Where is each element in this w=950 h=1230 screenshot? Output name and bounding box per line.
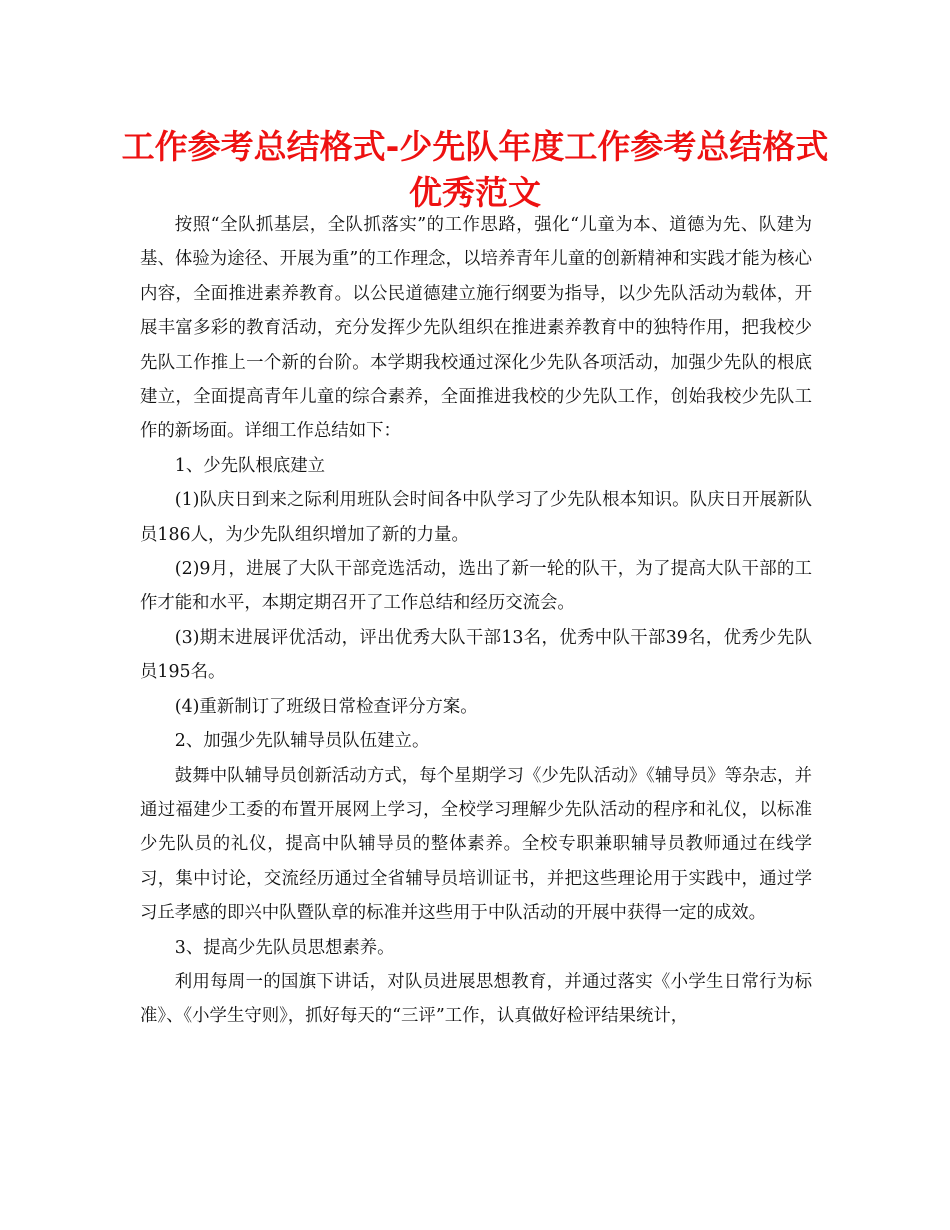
paragraph-ideology: 利用每周一的国旗下讲话，对队员进展思想教育，并通过落实《小学生日常行为标准》、《小学生守则》，抓好每天的“三评”工作，认真做好检评结果统计， <box>140 971 812 1027</box>
paragraph-item-3: (3)期末进展评优活动，评出优秀大队干部13名，优秀中队干部39名，优秀少先队员195名。 <box>140 627 812 683</box>
section-heading-3: 3、提高少先队员思想素养。 <box>174 937 395 958</box>
paragraph-item-4: (4)重新制订了班级日常检查评分方案。 <box>174 696 478 717</box>
document-title-line-2: 优秀范文 <box>409 173 541 212</box>
paragraph-item-1: (1)队庆日到来之际利用班队会时间各中队学习了少先队根本知识。队庆日开展新队员186人，为少先队组织增加了新的力量。 <box>140 490 812 545</box>
section-heading-1: 1、少先队根底建立 <box>174 455 325 476</box>
paragraph-counselors: 鼓舞中队辅导员创新活动方式，每个星期学习《少先队活动》《辅导员》等杂志，并通过福建少工委的布置开展网上学习，全校学习理解少先队活动的程序和礼仪，以标准少先队员的礼仪，提高中队辅导员的整体素养。全校专职兼职辅导员教师通过在线学习，集中讨论，交流经历通过全省辅导员培训证书，并把这些理论用于实践中，通过学习丘孝感的即兴中队暨队章的标准并这些用于中队活动的开展中获得一定的成效。 <box>140 765 812 924</box>
paragraph-intro: 按照“全队抓基层，全队抓落实”的工作思路，强化“儿童为本、道德为先、队建为基、体验为途径、开展为重”的工作理念，以培养青年儿童的创新精神和实践才能为核心内容，全面推进素养教育。以公民道德建立施行纲要为指导，以少先队活动为载体，开展丰富多彩的教育活动，充分发挥少先队组织在推进素养教育中的独特作用，把我校少先队工作推上一个新的台阶。本学期我校通过深化少先队各项活动，加强少先队的根底建立，全面提高青年儿童的综合素养，全面推进我校的少先队工作，创始我校少先队工作的新场面。详细工作总结如下： <box>140 215 812 442</box>
document-title-line-1: 工作参考总结格式-少先队年度工作参考总结格式 <box>121 127 829 166</box>
section-heading-2: 2、加强少先队辅导员队伍建立。 <box>174 731 430 752</box>
document-body <box>140 208 812 1034</box>
paragraph-item-2: (2)9月，进展了大队干部竞选活动，选出了新一轮的队干，为了提高大队干部的工作才能和水平，本期定期召开了工作总结和经历交流会。 <box>140 559 812 614</box>
